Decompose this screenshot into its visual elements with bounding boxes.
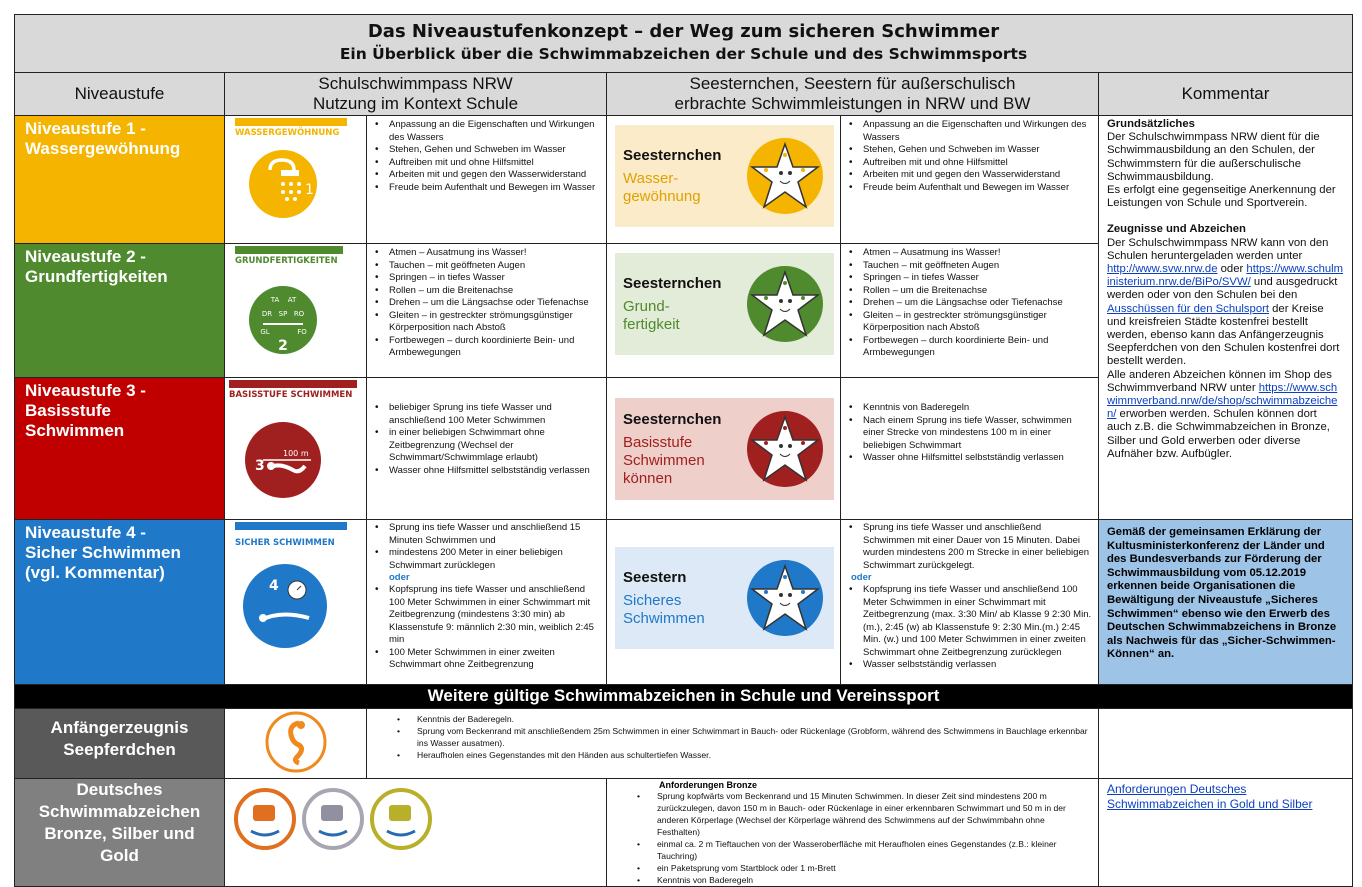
bullet-item: • Tauchen – mit geöffneten Augen [373, 260, 602, 273]
seepferdchen-name: Anfängerzeugnis Seepferdchen [15, 709, 225, 779]
bullet-item: • Tauchen – mit geöffneten Augen [847, 260, 1094, 273]
bullet-item: • Arbeiten mit und gegen den Wasserwiderstand [373, 169, 602, 182]
star-subtitle-line: Grund- [623, 298, 670, 315]
seepferdchen-row [15, 709, 1353, 779]
seesternchen-requirements-3 [841, 378, 1099, 520]
school-badge-basisstufe: BASISSTUFE SCHWIMMEN 100 m 3 [225, 378, 367, 520]
star-subtitle-line: gewöhnung [623, 188, 701, 205]
bullet-item: • Wasser ohne Hilfsmittel selbstständig verlassen [847, 452, 1094, 465]
svg-text:AT: AT [287, 296, 297, 304]
title-line-1: Das Niveaustufenkonzept – der Weg zum sicheren Schwimmer [367, 21, 1000, 42]
svg-text:TA: TA [270, 296, 280, 304]
bullet-item: • Stehen, Gehen und Schweben im Wasser [373, 144, 602, 157]
svg-text:RO: RO [293, 310, 305, 318]
school-requirements-4: • Sprung ins tiefe Wasser und anschließend 15 Minuten Schwimmen und • mindestens 200 Meter in einer beliebigen Schwimmart zurücklegen oder • Kopfsprung ins tiefe Wasser und anschließend 100 Meter Schwimmen in einer Schwimmart mit Zeitbegrenzung (mindestens 3:30 min) ab Klassenstufe 9: männlich 2:30 min, weiblich 2:45 min • 100 Meter Schwimmen in einer zweiten Schwimmart ohne Zeitbegrenzung [367, 520, 607, 685]
silver-badge-icon [304, 790, 362, 848]
swimmer-icon [225, 412, 365, 508]
bullet-item: • Freude beim Aufenthalt und Bewegen im Wasser [373, 182, 602, 195]
bullet-item: • in einer beliebigen Schwimmart ohne Zeitbegrenzung (Wechsel der Schwimmart/Schwimmlage erlaubt) [373, 427, 602, 465]
dsa-badges [225, 779, 607, 887]
level-1-name: Niveaustufe 1 - Wassergewöhnung [15, 116, 225, 244]
seesternchen-card-1: Seesternchen Wasser- gewöhnung [607, 116, 841, 244]
bullet-item: • Nach einem Sprung ins tiefe Wasser, schwimmen einer Strecke von mindestens 100 m in einer beliebigen Schwimmart [847, 415, 1094, 453]
svg-text:DR: DR [261, 310, 273, 318]
bullet-item: • Anpassung an die Eigenschaften und Wirkungen des Wassers [373, 119, 602, 144]
svg-text:4: 4 [269, 578, 279, 594]
starfish-icon [746, 265, 824, 343]
shower-icon [225, 144, 365, 224]
seesternchen-requirements-2 [841, 244, 1099, 378]
seestern-requirements-4: • Sprung ins tiefe Wasser und anschließend Schwimmen mit einer Dauer von 15 Minuten. Dabei wurden mindestens 200 m Strecke in einer beliebigen Schwimmart zurückgelegt. oder • Kopfsprung ins tiefe Wasser und anschließend 100 Meter Schwimmen in einer Schwimmart mit Zeitbegrenzung (max. 3:30 Min/ ab Klasse 9 2:30 Min. (m.), 2:45 (w) ab Klassenstufe 9: 2:30 Min.(m.) 2:45 Min. (w.) und 100 Meter Schwimmen in einer zweiten Schwimmart ohne Zeitbegrenzung zurücklegen • Wasser selbstständig verlassen [841, 520, 1099, 685]
bullet-item: • Atmen – Ausatmung ins Wasser! [847, 247, 1094, 260]
link-ausschuesse-schulsport[interactable]: Ausschüssen für den Schulsport [1107, 302, 1270, 315]
gold-badge-icon [372, 790, 430, 848]
comment-kmk-declaration: Gemäß der gemeinsamen Erklärung der Kultusministerkonferenz der Länder und des Bundesverbands zur Förderung der Schwimmausbildung vom 05.12.2019 erkennen beide Organisationen die Bewältigung der Niveaustufe „Sicheres Schwimmen“ ebenso wie den Erwerb des Deutschen Schwimmabzeichens in Bronze als Nachweis für das „Sicher-Schwimmen-Können“ an. [1099, 520, 1353, 685]
level-2-name: Niveaustufe 2 - Grundfertigkeiten [15, 244, 225, 378]
school-badge-sicher-schwimmen: SICHER SCHWIMMEN 4 [225, 520, 367, 685]
bullet-item: • Gleiten – in gestreckter strömungsgünstiger Körperposition nach Abstoß [373, 310, 602, 335]
comment-general: Grundsätzliches Der Schulschwimmpass NRW dient für die Schwimmausbildung an den Schulen, der Schwimmstern für die außerschulische Schwimmausbildung. Es erfolgt eine gegenseitige Anerkennung der Leistungen von Schule und Sportverein. Zeugnisse und Abzeichen Der Schulschwimmpass NRW kann von den Schulen heruntergeladen werden unter http://www.svw.nrw.de oder https://www.schulministerium.nrw.de/BiPo/SVW/ und ausgedruckt werden oder von den Schulen bei den Ausschüssen für den Schulsport der Kreise und kreisfreien Städte kostenfrei bestellt werden, ebenso kann das Anfängerzeugnis Seepferdchen von den Schulen kostenfrei dort bestellt werden. Alle anderen Abzeichen können im Shop des Schwimmverband NRW unter https://www.schwimmverband.nrw/de/shop/schwimmabzeichen/ erworben werden. Schulen können dort auch z.B. die Schwimmabzeichen in Bronze, Silber und Gold erwerben oder diverse Aufnäher bzw. Aufbügler. [1099, 116, 1353, 520]
star-subtitle-line: Schwimmen [623, 452, 705, 469]
bullet-item: • Arbeiten mit und gegen den Wasserwiderstand [847, 169, 1094, 182]
bullet-item: • Anpassung an die Eigenschaften und Wirkungen des Wassers [847, 119, 1094, 144]
bullet-item: • Sprung kopfwärts vom Beckenrand und 15 Minuten Schwimmen. In dieser Zeit sind mindestens 200 m zurückzulegen, davon 150 m in Bauch- oder Rückenlage in einer erkennbaren Schwimmart und 50 m in der anderen Körperlage (Wechsel der Körperlage während des Schwimmens auf der Schwimmbahn ohne Festhalten) [637, 790, 1090, 838]
school-requirements-1 [367, 116, 607, 244]
star-subtitle-line: fertigkeit [623, 316, 680, 333]
star-subtitle-line: können [623, 470, 673, 487]
bullet-item: • Kenntnis von Baderegeln [637, 874, 1090, 886]
svg-text:100 m: 100 m [283, 449, 309, 458]
starfish-icon [746, 137, 824, 215]
bullet-item: • Auftreiben mit und ohne Hilfsmittel [373, 157, 602, 170]
bullet-item: • einmal ca. 2 m Tieftauchen von der Wasseroberfläche mit Heraufholen eines Gegenstandes (z.B.: kleiner Tauchring) [637, 838, 1090, 862]
bullet-item: • beliebiger Sprung ins tiefe Wasser und anschließend 100 Meter Schwimmen [373, 402, 602, 427]
bullet-item: • ein Paketsprung vom Startblock oder 1 m-Brett [637, 862, 1090, 874]
level-row-4 [15, 520, 1353, 685]
starfish-icon [746, 410, 824, 488]
seepferdchen-badge [225, 709, 367, 779]
bullet-item: • Wasser selbstständig verlassen [847, 659, 1094, 672]
bullet-item: • Sprung ins tiefe Wasser und anschließend 15 Minuten Schwimmen und [373, 522, 602, 547]
star-subtitle-line: Sicheres [623, 592, 682, 609]
seesternchen-card-3: Seesternchen Basisstufe Schwimmen können [607, 378, 841, 520]
header-schulschwimmpass: Schulschwimmpass NRW Nutzung im Kontext Schule [225, 73, 607, 116]
starfish-icon [746, 559, 824, 637]
bullet-item: • Springen – in tiefes Wasser [847, 272, 1094, 285]
svg-text:FO: FO [297, 328, 307, 336]
dsa-name: Deutsches Schwimmabzeichen Bronze, Silber und Gold [15, 779, 225, 887]
title-line-2: Ein Überblick über die Schwimmabzeichen der Schule und des Schwimmsports [339, 45, 1028, 63]
bullet-item: • 100 Meter Schwimmen in einer zweiten Schwimmart ohne Zeitbegrenzung [373, 647, 602, 672]
bullet-item: • Gleiten – in gestreckter strömungsgünstiger Körperposition nach Abstoß [847, 310, 1094, 335]
header-kommentar: Kommentar [1099, 73, 1353, 116]
bullet-item: • Freude beim Aufenthalt und Bewegen im Wasser [847, 182, 1094, 195]
link-svw-nrw[interactable]: http://www.svw.nrw.de [1107, 263, 1218, 276]
bullet-item: • Sprung vom Beckenrand mit anschließendem 25m Schwimmen in einer Schwimmart in Bauch- oder Rückenlage (Grobform, während des Schwimmens in Bauchlage erkennbar ins Wasser ausatmen). [397, 725, 1090, 749]
seesternchen-requirements-1 [841, 116, 1099, 244]
stopwatch-swimmer-icon [225, 554, 365, 654]
dsa-row [15, 779, 1353, 887]
seahorse-icon [261, 711, 331, 773]
bullet-item: • Rollen – um die Breitenachse [373, 285, 602, 298]
skills-icon [225, 272, 365, 362]
dsa-comment [1099, 779, 1353, 887]
level-row-1 [15, 116, 1353, 244]
star-subtitle-line: Wasser- [623, 170, 679, 187]
bullet-item: • Kenntnis von Baderegeln [847, 402, 1094, 415]
seepferdchen-requirements [367, 709, 1099, 779]
bullet-item: • Drehen – um die Längsachse oder Tiefenachse [847, 297, 1094, 310]
section-separator: Weitere gültige Schwimmabzeichen in Schule und Vereinssport [15, 685, 1353, 709]
bullet-item: • Atmen – Ausatmung ins Wasser! [373, 247, 602, 260]
svg-text:SP: SP [278, 310, 288, 318]
star-subtitle-line: Basisstufe [623, 434, 693, 451]
bullet-item: • Kenntnis der Baderegeln. [397, 713, 1090, 725]
school-badge-grundfertigkeiten: GRUNDFERTIGKEITEN TA AT DR SP RO GL FO 2 [225, 244, 367, 378]
bullet-item: • Sprung ins tiefe Wasser und anschließend Schwimmen mit einer Dauer von 15 Minuten. Dabei wurden mindestens 200 m Strecke in einer beliebigen Schwimmart zurückgelegt. [847, 522, 1094, 572]
svg-text:3: 3 [255, 458, 265, 474]
bullet-item: • Heraufholen eines Gegenstandes mit den Händen aus schultertiefen Wasser. [397, 749, 1090, 761]
svg-text:2: 2 [278, 338, 288, 354]
link-dsa-gold-silber[interactable]: Anforderungen Deutsches Schwimmabzeichen in Gold und Silber [1107, 782, 1313, 811]
bronze-badge-icon [236, 790, 294, 848]
bullet-item: • Rollen – um die Breitenachse [847, 285, 1094, 298]
svg-text:GL: GL [260, 328, 270, 336]
bullet-item: • Fortbewegen – durch koordinierte Bein- und Armbewegungen [373, 335, 602, 360]
header-niveaustufe: Niveaustufe [15, 73, 225, 116]
bullet-item: • mindestens 200 Meter in einer beliebigen Schwimmart zurücklegen [373, 547, 602, 572]
bullet-item: • Wasser ohne Hilfsmittel selbstständig verlassen [373, 465, 602, 478]
page-title [15, 15, 1353, 73]
school-requirements-2 [367, 244, 607, 378]
dsa-medal-icons [233, 787, 433, 853]
link-schwimmverband-shop[interactable]: https://www.schwimmverband.nrw/de/shop/schwimmabzeichen/ [1107, 381, 1338, 421]
level-3-name: Niveaustufe 3 - Basisstufe Schwimmen [15, 378, 225, 520]
bullet-item: • Kopfsprung ins tiefe Wasser und anschließend 100 Meter Schwimmen in einer Schwimmart mit Zeitbegrenzung (max. 3:30 Min/ ab Klasse 9 2:30 Min. (m.), 2:45 (w) ab Klassenstufe 9: 2:30 Min.(m.) 2:45 Min. (w.) und 100 Meter Schwimmen in einer zweiten Schwimmart ohne Zeitbegrenzung zurücklegen [847, 584, 1094, 659]
link-schulministerium[interactable]: https://www.schulministerium.nrw.de/BiPo/SVW/ [1107, 263, 1344, 289]
svg-text:1: 1 [305, 182, 314, 198]
seestern-card-4: Seestern Sicheres Schwimmen [607, 520, 841, 685]
bullet-item: • Drehen – um die Längsachse oder Tiefenachse [373, 297, 602, 310]
overview-table [14, 14, 1353, 887]
bullet-item: • Auftreiben mit und ohne Hilfsmittel [847, 157, 1094, 170]
dsa-requirements: Anforderungen Bronze • Sprung kopfwärts vom Beckenrand und 15 Minuten Schwimmen. In dieser Zeit sind mindestens 200 m zurückzulegen, davon 150 m in Bauch- oder Rückenlage in einer erkennbaren Schwimmart und 50 m in der anderen Körperlage (Wechsel der Körperlage während des Schwimmens auf der Schwimmbahn ohne Festhalten) • einmal ca. 2 m Tieftauchen von der Wasseroberfläche mit Heraufholen eines Gegenstandes (z.B.: kleiner Tauchring) • ein Paketsprung vom Startblock oder 1 m-Brett • Kenntnis von Baderegeln [607, 779, 1099, 887]
header-seesternchen: Seesternchen, Seestern für außerschulisch erbrachte Schwimmleistungen in NRW und BW [607, 73, 1099, 116]
seesternchen-card-2: Seesternchen Grund- fertigkeit [607, 244, 841, 378]
bullet-item: • Springen – in tiefes Wasser [373, 272, 602, 285]
bullet-item: • Fortbewegen – durch koordinierte Bein- und Armbewegungen [847, 335, 1094, 360]
level-4-name: Niveaustufe 4 - Sicher Schwimmen (vgl. Kommentar) [15, 520, 225, 685]
bullet-item: • Kopfsprung ins tiefe Wasser und anschließend 100 Meter Schwimmen in einer Schwimmart mit Zeitbegrenzung (mindestens 3:30 min) ab Klassenstufe 9: männlich 2:30 min, weiblich 2:45 min [373, 584, 602, 647]
school-badge-wassergewoehnung: WASSERGEWÖHNUNG 1 [225, 116, 367, 244]
bullet-item: • Stehen, Gehen und Schweben im Wasser [847, 144, 1094, 157]
star-subtitle-line: Schwimmen [623, 610, 705, 627]
school-requirements-3 [367, 378, 607, 520]
seepferdchen-comment [1099, 709, 1353, 779]
